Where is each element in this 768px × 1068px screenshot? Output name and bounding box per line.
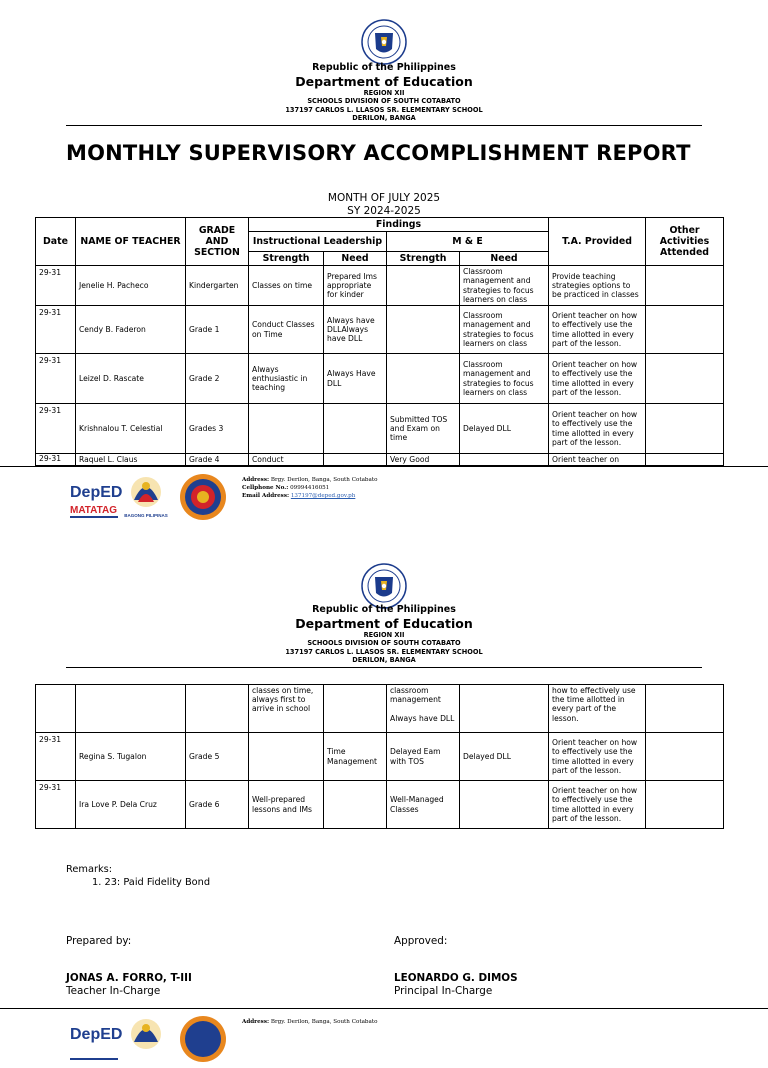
location-text: DERILON, BANGA [352, 656, 416, 665]
cell-il-need [324, 781, 387, 829]
cell-me-strength: classroom management Always have DLL [387, 685, 460, 733]
col-teacher: NAME OF TEACHER [76, 218, 186, 266]
deped-matatag-logo [70, 484, 122, 518]
cell-other [646, 266, 724, 306]
approved-label: Approved: [394, 935, 448, 947]
cell-date [36, 685, 76, 733]
cell-me-need: Classroom management and strategies to focus learners on class [460, 306, 549, 354]
cell-il-strength: Classes on time [249, 266, 324, 306]
cell-date: 29-31 [36, 404, 76, 454]
republic-text: Republic of the Philippines [312, 62, 456, 73]
cell-grade [186, 685, 249, 733]
cell-me-strength: Very Good [387, 454, 460, 466]
footer-contact [242, 1018, 377, 1026]
col-findings: Findings [249, 218, 549, 232]
email-line: Email Address: 137197@deped.gov.ph [242, 493, 356, 500]
cell-il-need: Always Have DLL [324, 354, 387, 404]
cell-me-strength: Submitted TOS and Exam on time [387, 404, 460, 454]
cell-other [646, 404, 724, 454]
cell-il-strength: Always enthusiastic in teaching [249, 354, 324, 404]
letterhead [0, 604, 768, 665]
cell-il-strength: Well-prepared lessons and IMs [249, 781, 324, 829]
school-seal-icon [180, 474, 226, 520]
cell-me-strength [387, 354, 460, 404]
republic-text: Republic of the Philippines [312, 604, 456, 615]
cell-il-need [324, 454, 387, 466]
cell-me-strength [387, 306, 460, 354]
report-period [0, 192, 768, 217]
cell-il-need: Always have DLLAlways have DLL [324, 306, 387, 354]
remarks-item: 1. 23: Paid Fidelity Bond [92, 876, 211, 888]
table-row [36, 733, 724, 781]
table-row [36, 454, 724, 466]
document-page-1 [0, 0, 768, 520]
cell-date: 29-31 [36, 306, 76, 354]
cell-ta: Orient teacher on how to effectively use the time allotted in every part of the lesson. [549, 306, 646, 354]
approved-by-block [394, 935, 518, 998]
approved-role: Principal In-Charge [394, 985, 493, 997]
cell-me-need [460, 685, 549, 733]
cell-ta: Orient teacher on how to effectively use the time allotted in every part of the lesson. [549, 404, 646, 454]
remarks-label: Remarks: [66, 864, 113, 875]
email-link[interactable]: 137197@deped.gov.ph [290, 493, 356, 500]
deped-logo-text: DepED [70, 1026, 123, 1043]
report-table [35, 217, 724, 466]
region-text: REGION XII [363, 631, 405, 639]
cell-teacher: Regina S. Tugalon [76, 733, 186, 781]
cell-teacher: Leizel D. Rascate [76, 354, 186, 404]
document-page-2 [0, 560, 768, 1043]
footer-logos [68, 472, 230, 526]
cell-me-need: Delayed DLL [460, 733, 549, 781]
cell-me-strength: Delayed Eam with TOS [387, 733, 460, 781]
cell-grade: Grades 3 [186, 404, 249, 454]
location-text: DERILON, BANGA [352, 114, 416, 123]
cell-il-need: Prepared Ims appropriate for kinder [324, 266, 387, 306]
prepared-role: Teacher In-Charge [66, 985, 161, 997]
cell-il-need [324, 404, 387, 454]
col-me-need: Need [460, 252, 549, 266]
cell-il-strength: classes on time, always first to arrive in school [249, 685, 324, 733]
department-text: Department of Education [295, 74, 473, 89]
header-divider [66, 667, 702, 668]
cell-grade: Grade 1 [186, 306, 249, 354]
cell-other [646, 454, 724, 466]
footer-contact [242, 476, 377, 501]
cell-me-need: Delayed DLL [460, 404, 549, 454]
footer-divider [0, 466, 768, 467]
matatag-logo-text: MATATAG [70, 505, 118, 516]
cell-il-need [324, 685, 387, 733]
col-il-need: Need [324, 252, 387, 266]
cell-ta: how to effectively use the time allotted in every part of the lesson. [549, 685, 646, 733]
cell-other [646, 354, 724, 404]
prepared-label: Prepared by: [66, 935, 132, 947]
col-other: Other Activities Attended [646, 218, 724, 266]
department-text: Department of Education [295, 616, 473, 631]
division-text: SCHOOLS DIVISION OF SOUTH COTABATO [307, 639, 461, 648]
division-text: SCHOOLS DIVISION OF SOUTH COTABATO [307, 97, 461, 106]
cell-me-need [460, 781, 549, 829]
school-text: 137197 CARLOS L. LLASOS SR. ELEMENTARY SCHOOL [285, 647, 483, 656]
prepared-by-block [66, 935, 192, 998]
cell-other [646, 685, 724, 733]
cell-teacher: Cendy B. Faderon [76, 306, 186, 354]
school-year-text: SY 2024-2025 [347, 204, 421, 217]
table-row [36, 306, 724, 354]
school-seal-icon [180, 1016, 226, 1062]
approved-name: LEONARDO G. DIMOS [394, 972, 518, 984]
report-title: MONTHLY SUPERVISORY ACCOMPLISHMENT REPORT [66, 141, 691, 165]
deped-seal-icon [361, 19, 407, 65]
table-row [36, 354, 724, 404]
cell-teacher: Ira Love P. Dela Cruz [76, 781, 186, 829]
cell-ta: Orient teacher on [549, 454, 646, 466]
cell-teacher [76, 685, 186, 733]
cell-date: 29-31 [36, 354, 76, 404]
cell-me-need: Classroom management and strategies to focus learners on class [460, 266, 549, 306]
cell-me-strength: Well-Managed Classes [387, 781, 460, 829]
cell-grade: Grade 5 [186, 733, 249, 781]
col-me-strength: Strength [387, 252, 460, 266]
cell-il-need: Time Management [324, 733, 387, 781]
bagong-pilipinas-logo [124, 477, 168, 518]
table-row [36, 404, 724, 454]
cell-me-strength [387, 266, 460, 306]
address-line: Address: Brgy. Derilon, Banga, South Cotabato [242, 477, 378, 483]
cell-me-need [460, 454, 549, 466]
page-gap [0, 520, 768, 560]
cell-il-strength: Conduct Classes on Time [249, 306, 324, 354]
cell-grade: Grade 2 [186, 354, 249, 404]
cell-il-strength [249, 733, 324, 781]
header-divider [66, 125, 702, 126]
cell-ta: Orient teacher on how to effectively use the time allotted in every part of the lesson. [549, 781, 646, 829]
footer-divider [0, 1008, 768, 1009]
table-row [36, 266, 724, 306]
cell-teacher: Jenelie H. Pacheco [76, 266, 186, 306]
cell-date: 29-31 [36, 454, 76, 466]
letterhead [0, 62, 768, 123]
cell-me-need: Classroom management and strategies to focus learners on class [460, 354, 549, 404]
col-instructional-leadership: Instructional Leadership [249, 232, 387, 252]
footer-logos [68, 1014, 230, 1068]
col-grade: GRADE AND SECTION [186, 218, 249, 266]
phone-line: Cellphone No.: 09994416051 [242, 485, 330, 492]
deped-matatag-logo [70, 1026, 122, 1060]
cell-date: 29-31 [36, 733, 76, 781]
cell-teacher: Raquel L. Claus [76, 454, 186, 466]
prepared-name: JONAS A. FORRO, T-III [66, 972, 192, 984]
cell-ta: Orient teacher on how to effectively use the time allotted in every part of the lesson. [549, 354, 646, 404]
table-row [36, 685, 724, 733]
cell-date: 29-31 [36, 781, 76, 829]
address-line: Address: Brgy. Derilon, Banga, South Cotabato [242, 1019, 378, 1025]
deped-seal-icon [361, 563, 407, 609]
report-table-continued [35, 684, 724, 829]
month-text: MONTH OF JULY 2025 [327, 192, 441, 204]
remarks-section [66, 864, 210, 889]
table-row [36, 781, 724, 829]
col-ta: T.A. Provided [549, 218, 646, 266]
cell-ta: Provide teaching strategies options to be practiced in classes [549, 266, 646, 306]
bagong-pilipinas-text: BAGONG PILIPINAS [124, 513, 168, 518]
cell-grade: Kindergarten [186, 266, 249, 306]
region-text: REGION XII [363, 89, 405, 97]
cell-other [646, 781, 724, 829]
cell-il-strength: Conduct [249, 454, 324, 466]
cell-date: 29-31 [36, 266, 76, 306]
cell-other [646, 733, 724, 781]
cell-il-strength [249, 404, 324, 454]
deped-logo-text: DepED [70, 484, 123, 501]
cell-grade: Grade 4 [186, 454, 249, 466]
col-il-strength: Strength [249, 252, 324, 266]
col-date: Date [36, 218, 76, 266]
cell-teacher: Krishnalou T. Celestial [76, 404, 186, 454]
col-monitoring-evaluation: M & E [387, 232, 549, 252]
cell-ta: Orient teacher on how to effectively use the time allotted in every part of the lesson. [549, 733, 646, 781]
cell-grade: Grade 6 [186, 781, 249, 829]
cell-other [646, 306, 724, 354]
school-text: 137197 CARLOS L. LLASOS SR. ELEMENTARY SCHOOL [285, 105, 483, 114]
